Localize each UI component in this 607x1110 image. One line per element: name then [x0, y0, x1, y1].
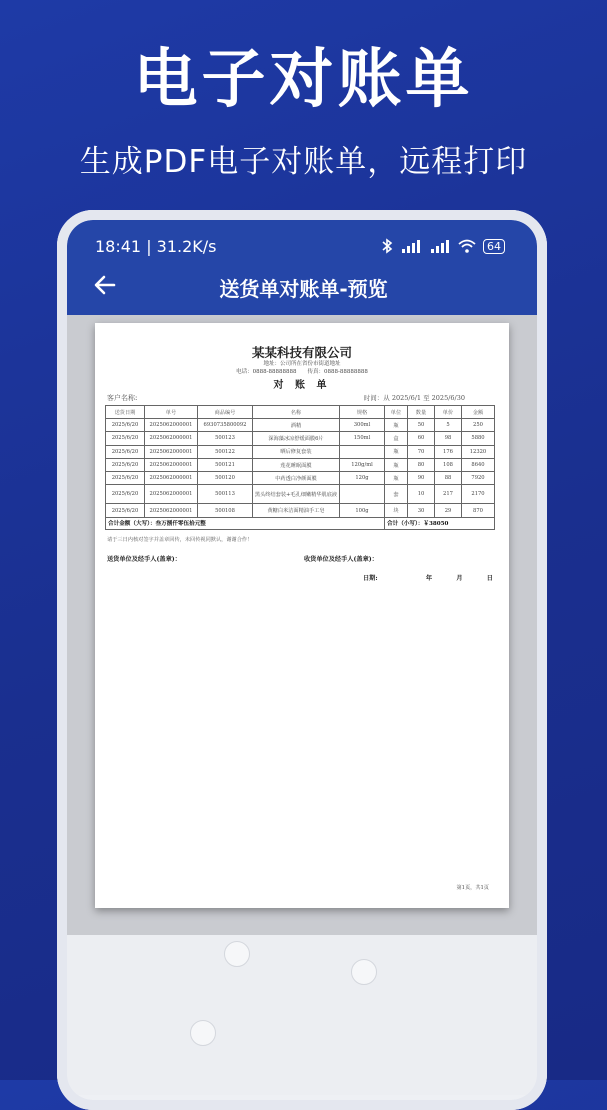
- total-amount-lower: 合计（小写）：￥38050: [385, 517, 495, 529]
- cell-amount: 8640: [462, 458, 495, 471]
- table-row: [106, 472, 495, 485]
- cell-spec: 100g: [340, 504, 385, 517]
- cell-order-no: 2025062000001: [145, 504, 198, 517]
- cell-unit: 块: [385, 504, 408, 517]
- floating-dot: [351, 959, 377, 985]
- status-bar: [95, 235, 505, 257]
- cell-quantity: 60: [408, 432, 435, 445]
- cell-quantity: 30: [408, 504, 435, 517]
- cell-name: 晒后修复套装: [253, 445, 340, 458]
- statement-page[interactable]: [95, 323, 509, 908]
- cell-unit: 盒: [385, 432, 408, 445]
- cell-amount: 12320: [462, 445, 495, 458]
- cell-name: 深海藻冰凉舒缓面膜6片: [253, 432, 340, 445]
- total-amount-upper: 合计金额（大写）：叁万捌仟零伍拾元整: [106, 517, 385, 529]
- cell-product-code: 6930735800092: [198, 419, 253, 432]
- cell-price: 108: [435, 458, 462, 471]
- signal-icon-2: [429, 239, 451, 253]
- cell-name: 中药透白净颜面膜: [253, 472, 340, 485]
- confirmation-note: 请于三日内核对签字并盖章回传，未回传视同默认，谢谢合作！: [107, 537, 253, 543]
- day-label: 日: [486, 575, 493, 582]
- column-header: 单价: [435, 406, 462, 419]
- company-name: 某某科技有限公司: [251, 345, 352, 360]
- cell-unit: 瓶: [385, 472, 408, 485]
- signal-icon: [400, 239, 422, 253]
- customer-name-label: 客户名称:: [107, 394, 138, 402]
- statement-period: 时间：从 2025/6/1 至 2025/6/30: [363, 394, 465, 402]
- cell-product-code: 500123: [198, 432, 253, 445]
- cell-date: 2025/6/20: [106, 419, 145, 432]
- cell-product-code: 500121: [198, 458, 253, 471]
- company-address: 地址：公司所在省份市街道地址: [263, 361, 341, 367]
- cell-unit: 瓶: [385, 458, 408, 471]
- cell-order-no: 2025062000001: [145, 432, 198, 445]
- floating-dot: [224, 941, 250, 967]
- cell-unit: 套: [385, 485, 408, 504]
- year-label: 年: [425, 575, 433, 582]
- cell-quantity: 70: [408, 445, 435, 458]
- cell-quantity: 50: [408, 419, 435, 432]
- cell-date: 2025/6/20: [106, 504, 145, 517]
- cell-price: 5: [435, 419, 462, 432]
- company-contact: 电话：0888-88888888 传真：0888-88888888: [236, 369, 368, 375]
- column-header: 单号: [145, 406, 198, 419]
- cell-amount: 250: [462, 419, 495, 432]
- cell-name: 酒精: [253, 419, 340, 432]
- column-header: 规格: [340, 406, 385, 419]
- cell-date: 2025/6/20: [106, 432, 145, 445]
- cell-amount: 2170: [462, 485, 495, 504]
- promo-title: 电子对账单: [133, 43, 474, 117]
- preview-background: [67, 935, 537, 1095]
- cell-price: 29: [435, 504, 462, 517]
- table-row: [106, 432, 495, 445]
- date-line: [363, 573, 493, 582]
- cell-spec: 150ml: [340, 432, 385, 445]
- screen-title: 送货单对账单-预览: [219, 277, 388, 301]
- cell-spec: [340, 485, 385, 504]
- page-number: 第1页，共1页: [456, 885, 489, 891]
- battery-icon: 64: [483, 239, 505, 254]
- month-label: 月: [456, 575, 463, 582]
- document-title: 对 账 单: [273, 380, 331, 391]
- cell-date: 2025/6/20: [106, 445, 145, 458]
- cell-product-code: 500120: [198, 472, 253, 485]
- table-row: [106, 419, 495, 432]
- cell-order-no: 2025062000001: [145, 458, 198, 471]
- floating-dot: [190, 1020, 216, 1046]
- receiver-signature-label: 收货单位及经手人(盖章)：: [304, 556, 378, 563]
- cell-price: 88: [435, 472, 462, 485]
- cell-spec: 300ml: [340, 419, 385, 432]
- cell-date: 2025/6/20: [106, 485, 145, 504]
- cell-unit: 瓶: [385, 419, 408, 432]
- cell-date: 2025/6/20: [106, 458, 145, 471]
- column-header: 金额: [462, 406, 495, 419]
- cell-unit: 瓶: [385, 445, 408, 458]
- table-row: [106, 445, 495, 458]
- statement-table: [105, 405, 495, 530]
- bluetooth-icon: [381, 238, 393, 254]
- cell-price: 98: [435, 432, 462, 445]
- table-row: [106, 504, 495, 517]
- column-header: 数量: [408, 406, 435, 419]
- cell-amount: 5880: [462, 432, 495, 445]
- cell-spec: 120g: [340, 472, 385, 485]
- table-header-row: [106, 406, 495, 419]
- cell-order-no: 2025062000001: [145, 472, 198, 485]
- cell-amount: 870: [462, 504, 495, 517]
- table-row: [106, 485, 495, 504]
- cell-product-code: 500108: [198, 504, 253, 517]
- cell-price: 217: [435, 485, 462, 504]
- column-header: 单位: [385, 406, 408, 419]
- promo-subtitle: 生成PDF电子对账单，远程打印: [79, 144, 528, 180]
- column-header: 商品编号: [198, 406, 253, 419]
- cell-quantity: 90: [408, 472, 435, 485]
- table-row: [106, 458, 495, 471]
- date-label: 日期:: [363, 575, 378, 582]
- cell-order-no: 2025062000001: [145, 485, 198, 504]
- column-header: 名称: [253, 406, 340, 419]
- cell-date: 2025/6/20: [106, 472, 145, 485]
- sender-signature-label: 送货单位及经手人(盖章)：: [107, 556, 181, 563]
- cell-amount: 7920: [462, 472, 495, 485]
- cell-product-code: 500113: [198, 485, 253, 504]
- cell-spec: [340, 445, 385, 458]
- status-time: 18:41 | 31.2K/s: [95, 236, 217, 256]
- cell-spec: 120g/ml: [340, 458, 385, 471]
- cell-quantity: 10: [408, 485, 435, 504]
- cell-order-no: 2025062000001: [145, 419, 198, 432]
- cell-quantity: 80: [408, 458, 435, 471]
- column-header: 送货日期: [106, 406, 145, 419]
- cell-name: 黑头终结套装+毛孔细嫩精华肌底液: [253, 485, 340, 504]
- wifi-icon: [458, 239, 476, 253]
- cell-price: 176: [435, 445, 462, 458]
- cell-name: 莲花睡眠面膜: [253, 458, 340, 471]
- cell-product-code: 500122: [198, 445, 253, 458]
- cell-name: 黄糖白米洁面精油手工皂: [253, 504, 340, 517]
- cell-order-no: 2025062000001: [145, 445, 198, 458]
- total-row: [106, 517, 495, 529]
